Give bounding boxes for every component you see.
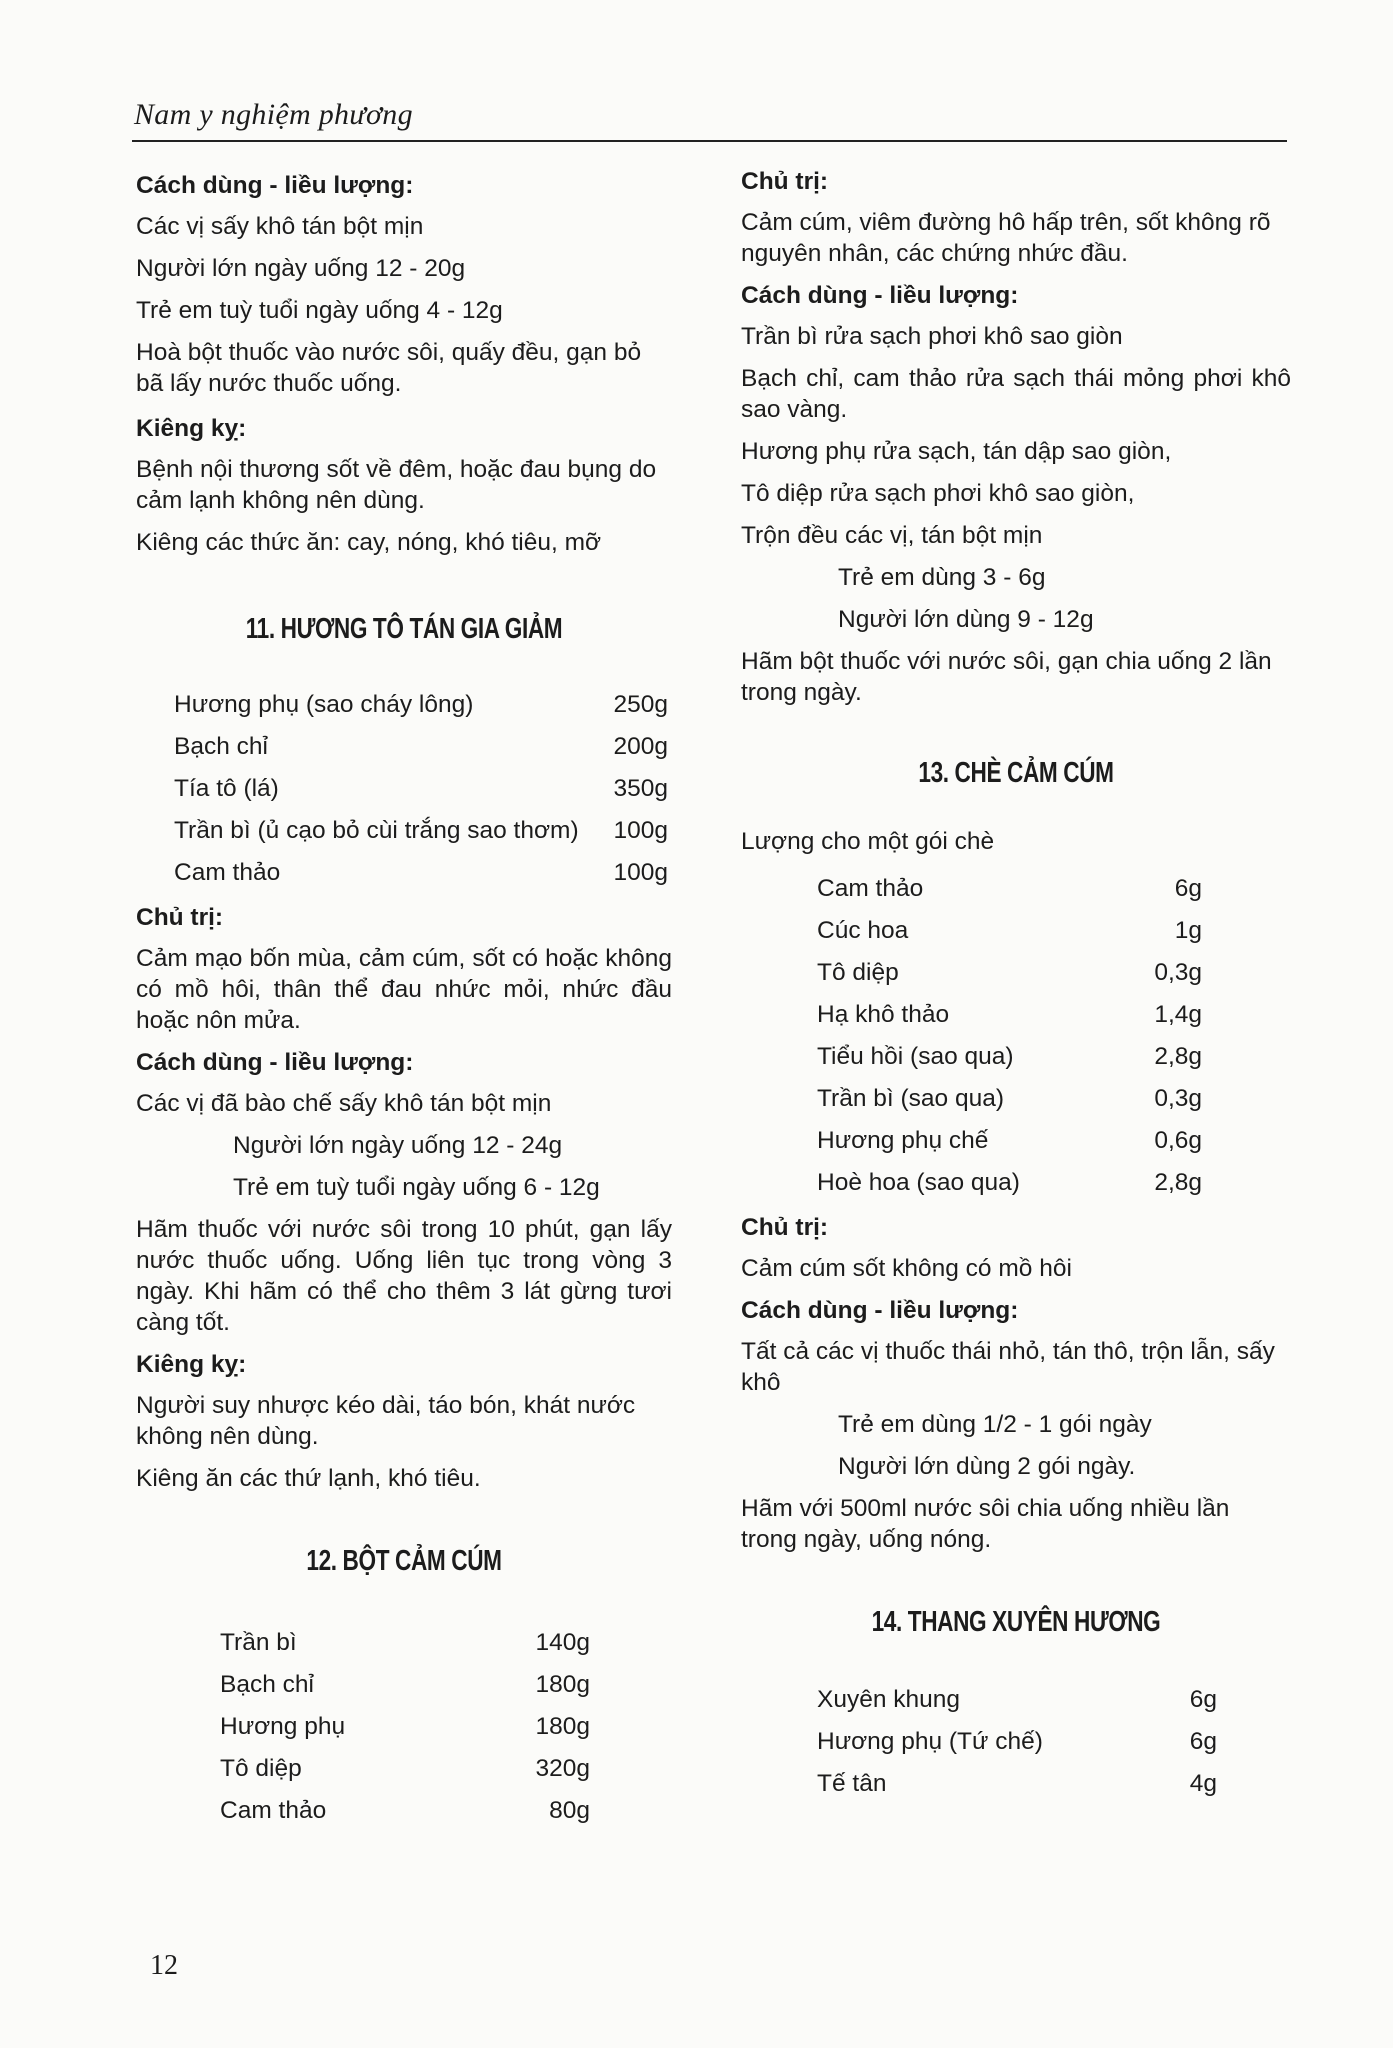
ingredient-name: Tiểu hồi (sao qua)	[817, 1043, 1014, 1070]
section-11-title: 11. HƯƠNG TÔ TÁN GIA GIẢM	[245, 613, 563, 645]
usage-label: Cách dùng - liều lượng:	[136, 172, 414, 199]
usage-label: Cách dùng - liều lượng:	[741, 1297, 1019, 1324]
ingredient-name: Trần bì	[220, 1629, 297, 1656]
ingredient-amount: 0,3g	[1154, 959, 1202, 986]
dose-child: Trẻ em dùng 1/2 - 1 gói ngày	[838, 1411, 1152, 1438]
usage-intro: Các vị đã bào chế sấy khô tán bột mịn	[136, 1090, 552, 1117]
indications-text: Cảm mạo bốn mùa, cảm cúm, sốt có hoặc không có mồ hôi, thân thể đau nhức mỏi, nhức đầu hoặc nôn mửa.	[136, 945, 672, 1034]
usage-intro: Tất cả các vị thuốc thái nhỏ, tán thô, trộn lẫn, sấy khô	[741, 1338, 1275, 1396]
ingredient-amount: 180g	[535, 1713, 590, 1740]
ingredient-amount: 4g	[1189, 1770, 1217, 1797]
ingredient-name: Tô diệp	[817, 959, 899, 986]
ingredient-row	[174, 852, 668, 894]
avoid-line: Bệnh nội thương sốt về đêm, hoặc đau bụng do cảm lạnh không nên dùng.	[136, 456, 657, 514]
ingredient-amount: 80g	[549, 1797, 590, 1824]
usage-step: Trần bì rửa sạch phơi khô sao giòn	[741, 323, 1123, 350]
ingredient-amount: 6g	[1174, 875, 1202, 902]
section-12-title: 12. BỘT CẢM CÚM	[306, 1545, 502, 1577]
indications-label: Chủ trị:	[741, 168, 829, 195]
ingredient-row	[817, 1078, 1202, 1120]
ingredient-name: Trần bì (ủ cạo bỏ cùi trắng sao thơm)	[174, 817, 579, 844]
dose-adult: Người lớn ngày uống 12 - 24g	[233, 1132, 563, 1159]
ingredient-name: Trần bì (sao qua)	[817, 1085, 1005, 1112]
ingredient-row	[817, 868, 1202, 910]
ingredient-amount: 1,4g	[1154, 1001, 1202, 1028]
dose-child: Trẻ em dùng 3 - 6g	[838, 564, 1046, 591]
ingredient-name: Hương phụ	[220, 1713, 346, 1740]
right-column	[741, 166, 1291, 1805]
header-rule	[132, 140, 1287, 142]
ingredient-name: Tế tân	[817, 1770, 887, 1797]
running-header: Nam y nghiệm phương	[134, 98, 413, 131]
usage-label: Cách dùng - liều lượng:	[741, 282, 1019, 309]
avoid-label: Kiêng kỵ:	[136, 1351, 247, 1378]
ingredient-amount: 140g	[535, 1629, 590, 1656]
ingredient-row	[817, 1162, 1202, 1204]
ingredient-name: Hương phụ (sao cháy lông)	[174, 691, 474, 718]
indications-text: Cảm cúm, viêm đường hô hấp trên, sốt không rõ nguyên nhân, các chứng nhức đầu.	[741, 209, 1271, 267]
ingredient-name: Bạch chỉ	[174, 733, 268, 760]
ingredient-row	[817, 1679, 1217, 1721]
ingredient-amount: 100g	[613, 859, 668, 886]
ingredient-row	[220, 1748, 590, 1790]
section-12-ingredients	[220, 1622, 590, 1832]
ingredient-row	[220, 1706, 590, 1748]
ingredient-row	[220, 1622, 590, 1664]
ingredient-name: Cúc hoa	[817, 917, 909, 944]
ingredient-amount: 350g	[613, 775, 668, 802]
ingredient-amount: 250g	[613, 691, 668, 718]
ingredient-name: Tía tô (lá)	[174, 775, 279, 802]
ingredient-amount: 0,3g	[1154, 1085, 1202, 1112]
usage-label: Cách dùng - liều lượng:	[136, 1049, 414, 1076]
ingredient-name: Tô diệp	[220, 1755, 302, 1782]
ingredient-row	[817, 952, 1202, 994]
ingredient-name: Hương phụ chế	[817, 1127, 989, 1154]
usage-text: Hãm bột thuốc với nước sôi, gạn chia uống 2 lần trong ngày.	[741, 648, 1272, 706]
avoid-line: Kiêng các thức ăn: cay, nóng, khó tiêu, mỡ	[136, 529, 602, 556]
avoid-text: Kiêng ăn các thứ lạnh, khó tiêu.	[136, 1465, 481, 1492]
usage-line: Người lớn ngày uống 12 - 20g	[136, 255, 466, 282]
usage-line: Trẻ em tuỳ tuổi ngày uống 4 - 12g	[136, 297, 503, 324]
ingredient-row	[174, 684, 668, 726]
usage-step: Trộn đều các vị, tán bột mịn	[741, 522, 1043, 549]
ingredient-row	[174, 726, 668, 768]
ingredient-row	[817, 1763, 1217, 1805]
ingredient-amount: 200g	[613, 733, 668, 760]
ingredient-row	[174, 768, 668, 810]
ingredient-name: Bạch chỉ	[220, 1671, 314, 1698]
indications-label: Chủ trị:	[136, 904, 224, 931]
ingredient-amount: 2,8g	[1154, 1169, 1202, 1196]
usage-step: Hương phụ rửa sạch, tán dập sao giòn,	[741, 438, 1172, 465]
section-13-title: 13. CHÈ CẢM CÚM	[918, 757, 1114, 789]
ingredient-name: Cam thảo	[174, 859, 281, 886]
usage-line: Hoà bột thuốc vào nước sôi, quấy đều, gạn bỏ bã lấy nước thuốc uống.	[136, 339, 642, 397]
ingredient-amount: 100g	[613, 817, 668, 844]
dose-child: Trẻ em tuỳ tuổi ngày uống 6 - 12g	[233, 1174, 600, 1201]
ingredient-amount: 0,6g	[1154, 1127, 1202, 1154]
ingredient-row	[220, 1664, 590, 1706]
ingredient-name: Hạ khô thảo	[817, 1001, 950, 1028]
avoid-text: Người suy nhược kéo dài, táo bón, khát nước không nên dùng.	[136, 1392, 636, 1450]
ingredient-amount: 6g	[1189, 1728, 1217, 1755]
usage-text: Hãm thuốc với nước sôi trong 10 phút, gạn lấy nước thuốc uống. Uống liên tục trong vòng 3 ngày. Khi hãm có thể cho thêm 3 lát gừng tươi càng tốt.	[136, 1216, 672, 1336]
section-11-ingredients	[174, 684, 668, 894]
dose-adult: Người lớn dùng 2 gói ngày.	[838, 1453, 1136, 1480]
ingredient-amount: 1g	[1174, 917, 1202, 944]
ingredient-row	[817, 1120, 1202, 1162]
page-number: 12	[150, 1950, 178, 1981]
ingredient-row	[174, 810, 668, 852]
ingredient-amount: 2,8g	[1154, 1043, 1202, 1070]
ingredient-row	[817, 994, 1202, 1036]
ingredient-amount: 6g	[1189, 1686, 1217, 1713]
section-14-title: 14. THANG XUYÊN HƯƠNG	[871, 1606, 1161, 1638]
section-13-ingredients	[817, 868, 1202, 1204]
ingredient-row	[817, 910, 1202, 952]
ingredient-amount: 180g	[535, 1671, 590, 1698]
usage-step: Tô diệp rửa sạch phơi khô sao giòn,	[741, 480, 1135, 507]
ingredient-row	[220, 1790, 590, 1832]
ingredient-name: Hương phụ (Tứ chế)	[817, 1728, 1043, 1755]
dose-adult: Người lớn dùng 9 - 12g	[838, 606, 1094, 633]
indications-text: Cảm cúm sốt không có mồ hôi	[741, 1255, 1072, 1282]
avoid-label: Kiêng kỵ:	[136, 415, 247, 442]
ingredient-name: Cam thảo	[817, 875, 924, 902]
ingredient-name: Xuyên khung	[817, 1686, 961, 1713]
portion-intro: Lượng cho một gói chè	[741, 828, 995, 855]
ingredient-amount: 320g	[535, 1755, 590, 1782]
ingredient-row	[817, 1721, 1217, 1763]
usage-line: Các vị sấy khô tán bột mịn	[136, 213, 424, 240]
usage-text: Hãm với 500ml nước sôi chia uống nhiều lần trong ngày, uống nóng.	[741, 1495, 1230, 1553]
left-column	[136, 170, 672, 1832]
section-14-ingredients	[817, 1679, 1217, 1805]
ingredient-name: Cam thảo	[220, 1797, 327, 1824]
indications-label: Chủ trị:	[741, 1214, 829, 1241]
usage-step: Bạch chỉ, cam thảo rửa sạch thái mỏng phơi khô sao vàng.	[741, 365, 1291, 423]
ingredient-row	[817, 1036, 1202, 1078]
ingredient-name: Hoè hoa (sao qua)	[817, 1169, 1020, 1196]
